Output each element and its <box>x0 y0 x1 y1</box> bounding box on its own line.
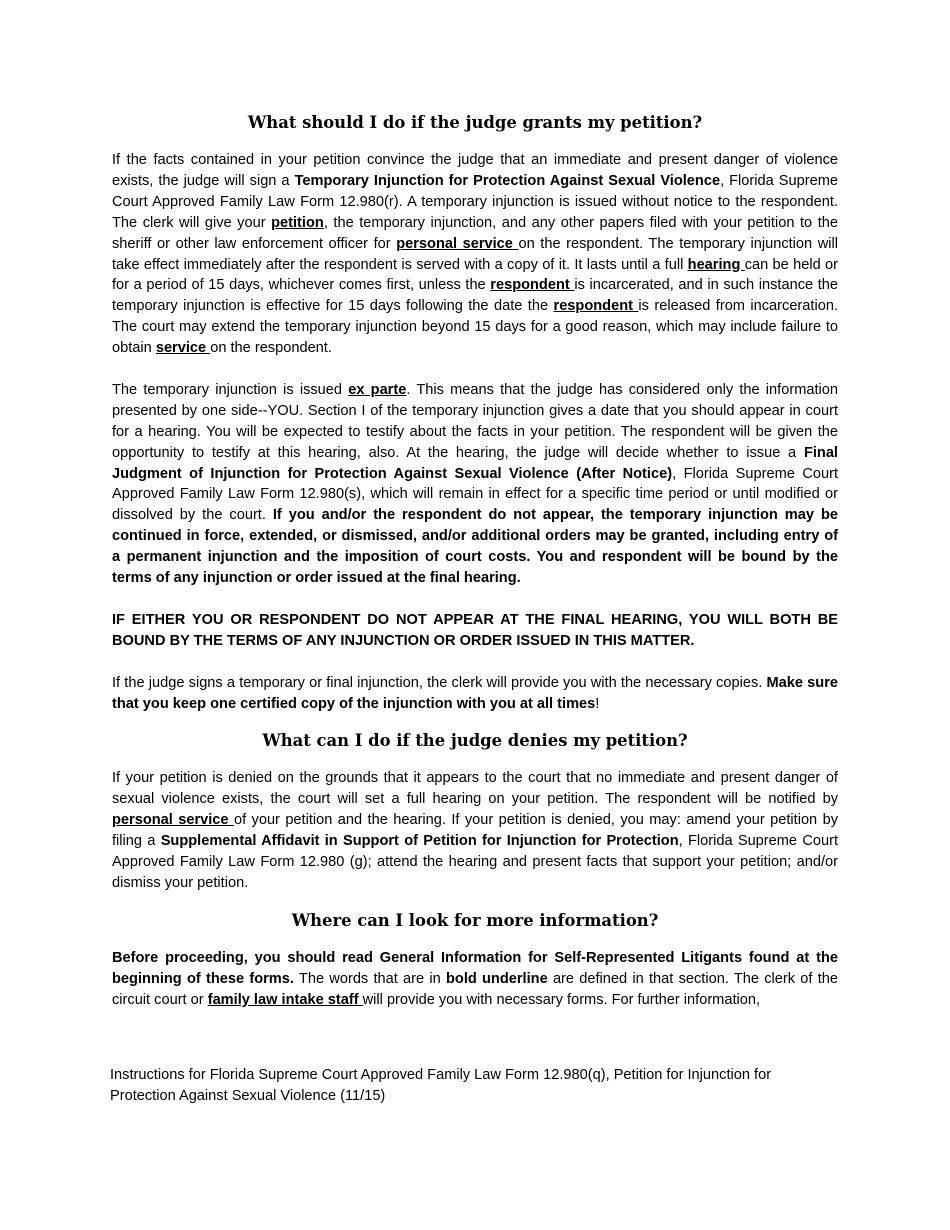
document-body <box>112 110 838 1011</box>
heading-judge-denies: What can I do if the judge denies my petition? <box>262 731 688 751</box>
term-respondent: respondent <box>490 277 575 294</box>
heading-more-information: Where can I look for more information? <box>291 910 659 930</box>
footer-line: Protection Against Sexual Violence (11/15) <box>110 1088 386 1104</box>
notice-keep-copy: Make sure that you keep one certified copy of the injunction with you at all times <box>112 674 838 712</box>
paragraph-temporary-injunction: If the facts contained in your petition convince the judge that an immediate and present danger of violence exists, the judge will sign a Temporary Injunction for Protection Against Sexual Violence, Florida Supreme Court Approved Family Law Form 12.980(r). A temporary injunction is issued without notice to the respondent. The clerk will give your petition, the temporary injunction, and any other papers filed with your petition to the sheriff or other law enforcement officer for personal service on the respondent. The temporary injunction will take effect immediately after the respondent is served with a copy of it. It lasts until a full hearing can be held or for a period of 15 days, whichever comes first, unless the respondent is incarcerated, and in such instance the temporary injunction is effective for 15 days following the date the respondent is released from incarceration. The court may extend the temporary injunction beyond 15 days for a good reason, which may include failure to obtain service on the respondent. <box>112 152 839 357</box>
term-hearing: hearing <box>687 256 745 273</box>
term-personal-service: personal service <box>112 812 234 829</box>
term-bold-underline: bold underline <box>445 970 548 987</box>
term-respondent: respondent <box>553 298 639 315</box>
notice-read-general-information: Before proceeding, you should read General Information for Self-Represented Litigants found at the beginning of these forms. <box>112 949 838 987</box>
heading-judge-grants: What should I do if the judge grants my petition? <box>247 113 703 132</box>
warning-bound-by-terms: If you and/or the respondent do not appear, the temporary injunction may be continued in force, extended, or dismissed, and/or additional orders may be granted, including entry of a permanent injunction and the imposition of court costs. You and respondent will be bound by the terms of any injunction or order issued at the final hearing. <box>112 507 838 587</box>
footer-line: Instructions for Florida Supreme Court Approved Family Law Form 12.980(q), Petition for Injunction for <box>110 1067 772 1083</box>
paragraph-petition-denied: If your petition is denied on the grounds that it appears to the court that no immediate and present danger of sexual violence exists, the court will set a full hearing on your petition. The respondent will be notified by personal service of your petition and the hearing. If your petition is denied, you may: amend your petition by filing a Supplemental Affidavit in Support of Petition for Injunction for Protection, Florida Supreme Court Approved Family Law Form 12.980 (g); attend the hearing and present facts that support your petition; and/or dismiss your petition. <box>112 770 839 891</box>
term-ex-parte: ex parte <box>348 381 407 398</box>
page-footer <box>110 1065 850 1107</box>
term-family-law-intake-staff: family law intake staff <box>207 991 363 1008</box>
term-service: service <box>155 340 211 357</box>
term-final-judgment: Final Judgment of Injunction for Protection Against Sexual Violence (After Notice) <box>112 444 838 482</box>
paragraph-more-information: Before proceeding, you should read General Information for Self-Represented Litigants found at the beginning of these forms. The words that are in bold underline are defined in that section. The clerk of the circuit court or family law intake staff will provide you with necessary forms. For further information, <box>112 949 838 1008</box>
paragraph-certified-copy: If the judge signs a temporary or final injunction, the clerk will provide you with the necessary copies. Make sure that you keep one certified copy of the injunction with you at all times! <box>112 674 838 712</box>
term-petition: petition <box>271 214 324 231</box>
term-personal-service: personal service <box>396 235 519 252</box>
term-temporary-injunction: Temporary Injunction for Protection Against Sexual Violence <box>294 172 721 189</box>
term-supplemental-affidavit: Supplemental Affidavit in Support of Petition for Injunction for Protection <box>160 833 679 850</box>
paragraph-final-hearing-warning: IF EITHER YOU OR RESPONDENT DO NOT APPEAR AT THE FINAL HEARING, YOU WILL BOTH BE BOUND BY THE TERMS OF ANY INJUNCTION OR ORDER ISSUED IN THIS MATTER. <box>112 611 838 649</box>
paragraph-ex-parte: The temporary injunction is issued ex parte. This means that the judge has considered only the information presented by one side--YOU. Section I of the temporary injunction gives a date that you should appear in court for a hearing. You will be expected to testify about the facts in your petition. The respondent will be given the opportunity to testify at this hearing, also. At the hearing, the judge will decide whether to issue a Final Judgment of Injunction for Protection Against Sexual Violence (After Notice), Florida Supreme Court Approved Family Law Form 12.980(s), which will remain in effect for a specific time period or until modified or dissolved by the court. If you and/or the respondent do not appear, the temporary injunction may be continued in force, extended, or dismissed, and/or additional orders may be granted, including entry of a permanent injunction and the imposition of court costs. You and respondent will be bound by the terms of any injunction or order issued at the final hearing. <box>112 381 839 587</box>
